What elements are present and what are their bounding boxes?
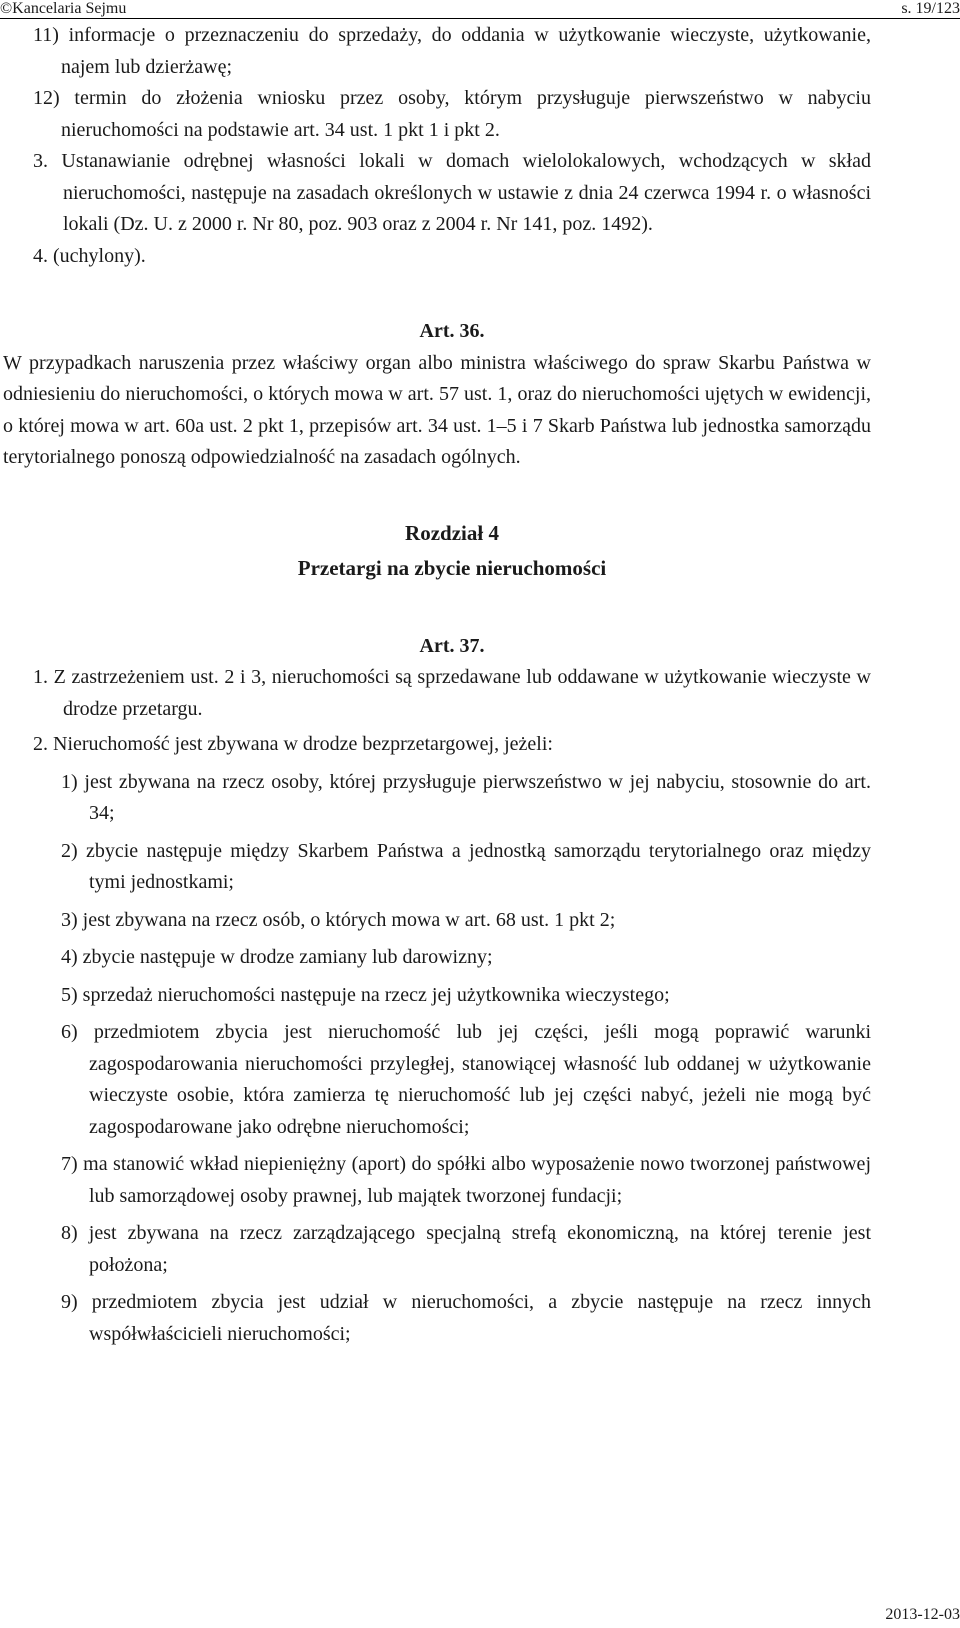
article-37-paragraph-1: 1. Z zastrzeżeniem ust. 2 i 3, nieruchomości są sprzedawane lub oddawane w użytkowanie wieczyste w drodze przetargu. <box>33 666 871 720</box>
article-36-title: Art. 36. <box>419 320 485 342</box>
paragraph-3: 3. Ustanawianie odrębnej własności lokali w domach wielolokalowych, wchodzących w skład nieruchomości, następuje na zasadach określonych w ustawie z dnia 24 czerwca 1994 r. o własności lokali (Dz. U. z 2000 r. Nr 80, poz. 903 oraz z 2004 r. Nr 141, poz. 1492). <box>33 150 871 235</box>
article-36-text: W przypadkach naruszenia przez właściwy organ albo ministra właściwego do spraw Skarbu Państwa w odniesieniu do nieruchomości, o których mowa w art. 57 ust. 1, oraz do nieruchomości ujętych w ewidencji, o której mowa w art. 60a ust. 2 pkt 1, przepisów art. 34 ust. 1–5 i 7 Skarb Państwa lub jednostka samorządu terytorialnego ponoszą odpowiedzialność na zasadach ogólnych. <box>3 351 871 468</box>
list-item: 7) ma stanowić wkład niepieniężny (aport) do spółki albo wyposażenie nowo tworzonej państwowej lub samorządowej osoby prawnej, lub majątek tworzonej fundacji; <box>61 1153 871 1207</box>
article-37-paragraph-2: 2. Nieruchomość jest zbywana w drodze bezprzetargowej, jeżeli: <box>33 733 553 755</box>
header-rule <box>0 18 960 19</box>
list-item: 9) przedmiotem zbycia jest udział w nieruchomości, a zbycie następuje na rzecz innych współwłaścicieli nieruchomości; <box>61 1291 871 1345</box>
chapter-title: Rozdział 4 <box>405 520 499 545</box>
article-37-title: Art. 37. <box>419 634 485 657</box>
list-item: 4) zbycie następuje w drodze zamiany lub darowizny; <box>61 946 493 968</box>
document-body <box>3 20 871 1356</box>
list-item: 6) przedmiotem zbycia jest nieruchomość lub jej części, jeśli mogą poprawić warunki zagospodarowania nieruchomości przyległej, stanowiącej własność lub oddanej w użytkowanie wieczyste osobie, która zamierza tę nieruchomość lub jej części nabyć, jeżeli nie mogą być zagospodarowane jako odrębne nieruchomości; <box>61 1021 871 1138</box>
list-item: 12) termin do złożenia wniosku przez osoby, którym przysługuje pierwszeństwo w nabyciu nieruchomości na podstawie art. 34 ust. 1 pkt 1 i pkt 2. <box>33 87 871 141</box>
header-page-number: s. 19/123 <box>901 0 960 17</box>
list-item: 2) zbycie następuje między Skarbem Państwa a jednostką samorządu terytorialnego oraz między tymi jednostkami; <box>61 839 871 893</box>
article-37-points <box>33 767 871 1351</box>
page-header <box>0 0 960 19</box>
list-item: 1) jest zbywana na rzecz osoby, której przysługuje pierwszeństwo w jej nabyciu, stosownie do art. 34; <box>61 770 871 824</box>
header-source: ©Kancelaria Sejmu <box>0 0 127 17</box>
paragraph-4: 4. (uchylony). <box>33 244 146 267</box>
list-item: 8) jest zbywana na rzecz zarządzającego specjalną strefą ekonomiczną, na której terenie jest położona; <box>61 1222 871 1276</box>
chapter-subtitle: Przetargi na zbycie nieruchomości <box>297 556 607 580</box>
list-item: 11) informacje o przeznaczeniu do sprzedaży, do oddania w użytkowanie wieczyste, użytkowanie, najem lub dzierżawę; <box>33 24 871 78</box>
list-item: 3) jest zbywana na rzecz osób, o których mowa w art. 68 ust. 1 pkt 2; <box>61 908 616 931</box>
list-item: 5) sprzedaż nieruchomości następuje na rzecz jej użytkownika wieczystego; <box>61 983 670 1006</box>
footer-date: 2013-12-03 <box>885 1606 960 1623</box>
